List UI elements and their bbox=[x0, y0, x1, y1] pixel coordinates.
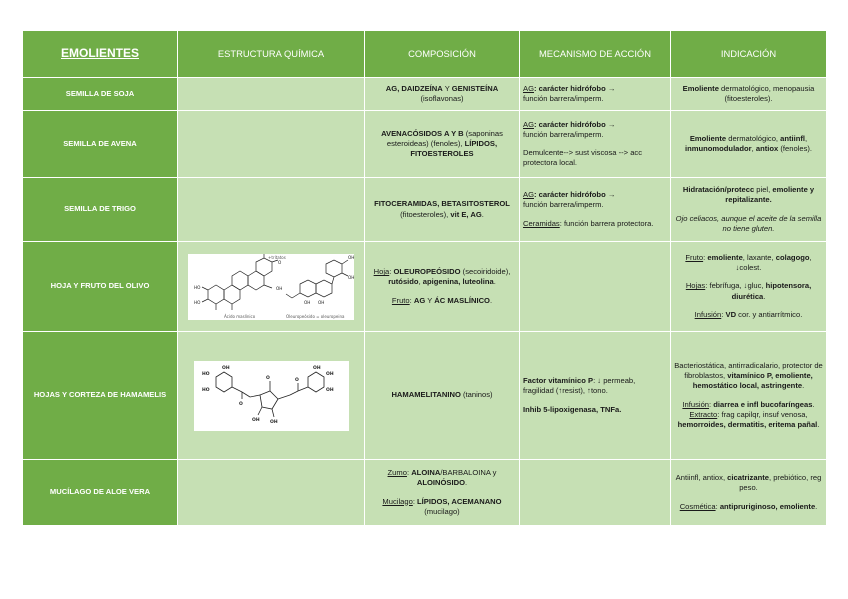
svg-text:O: O bbox=[265, 375, 270, 381]
svg-text:OH: OH bbox=[325, 371, 334, 377]
table-row bbox=[23, 111, 827, 178]
svg-text:O: O bbox=[278, 259, 282, 265]
composicion-cell: Hoja: OLEUROPEÓSIDO (secoiridoide), rutósido, apigenina, luteolina. Fruto: AG Y ÁC MASLÍNICO. bbox=[365, 242, 520, 332]
indicacion-cell: Bacteriostática, antirradicalario, protector de fibroblastos, vitamínico P, emoliente, hemostático local, astringente. Infusión: diarrea e infl bucofaríngeas. Extracto: frag capilqr, insuf venosa, hemorroides, dermatitis, eritema pañal. bbox=[671, 332, 827, 460]
composicion-cell: AVENACÓSIDOS A Y B (saponinas esteroideas) (fenoles), LÍPIDOS, FITOESTEROLES bbox=[365, 111, 520, 178]
row-name-avena: SEMILLA DE AVENA bbox=[23, 111, 178, 178]
header-emolientes: EMOLIENTES bbox=[23, 31, 178, 78]
svg-text:OH: OH bbox=[318, 299, 325, 305]
mecanismo-cell bbox=[520, 460, 671, 526]
emolientes-table bbox=[22, 30, 827, 526]
svg-text:OH: OH bbox=[348, 274, 354, 280]
indicacion-cell: Antiinfl, antiox, cicatrizante, prebiótico, reg peso. Cosmética: antipruriginoso, emoliente. bbox=[671, 460, 827, 526]
mecanismo-cell: AG: carácter hidrófobo → función barrera/imperm. bbox=[520, 78, 671, 111]
svg-text:OH: OH bbox=[269, 419, 278, 425]
table-row bbox=[23, 242, 827, 332]
olive-caption-oleuropeosido: Oleuropeósido = oleuropeina bbox=[286, 313, 345, 319]
indicacion-cell: Hidratación/protecc piel, emoliente y repitalizante. Ojo celiacos, aunque el aceite de la semilla no tiene gluten. bbox=[671, 178, 827, 242]
composicion-cell: HAMAMELITANINO (taninos) bbox=[365, 332, 520, 460]
header-row bbox=[23, 31, 827, 78]
svg-text:HO: HO bbox=[194, 284, 201, 290]
estructura-cell bbox=[178, 460, 365, 526]
indicacion-cell: Fruto: emoliente, laxante, colagogo, ↓colest. Hojas: febrífuga, ↓gluc, hipotensora, diurética. Infusión: VD cor. y antiarrítmico. bbox=[671, 242, 827, 332]
header-indicacion: INDICACIÓN bbox=[671, 31, 827, 78]
row-name-trigo: SEMILLA DE TRIGO bbox=[23, 178, 178, 242]
row-name-aloe: MUCÍLAGO DE ALOE VERA bbox=[23, 460, 178, 526]
row-name-hamamelis: HOJAS Y CORTEZA DE HAMAMELIS bbox=[23, 332, 178, 460]
svg-text:OH: OH bbox=[312, 365, 321, 371]
svg-text:HO: HO bbox=[194, 299, 201, 305]
svg-text:OH: OH bbox=[304, 299, 311, 305]
row-name-soja: SEMILLA DE SOJA bbox=[23, 78, 178, 111]
mecanismo-cell bbox=[520, 242, 671, 332]
mecanismo-cell: AG: carácter hidrófobo → función barrera/imperm. Demulcente--> sust viscosa --> acc protectora local. bbox=[520, 111, 671, 178]
svg-text:OH: OH bbox=[221, 365, 230, 371]
olive-structure-image bbox=[188, 254, 354, 320]
composicion-cell: Zumo: ALOINA/BARBALOINA y ALOINÓSIDO. Mucilago: LÍPIDOS, ACEMANANO (mucilago) bbox=[365, 460, 520, 526]
svg-text:HO: HO bbox=[201, 387, 210, 393]
table-row bbox=[23, 178, 827, 242]
estructura-cell bbox=[178, 111, 365, 178]
olive-caption-maslinic: Ácido maslínico bbox=[224, 313, 256, 319]
table-row bbox=[23, 460, 827, 526]
table-row bbox=[23, 332, 827, 460]
mecanismo-cell: Factor vitamínico P: ↓ permeab, fragilidad (↑resist), ↑tono. Inhib 5-lipoxigenasa, TNFa. bbox=[520, 332, 671, 460]
indicacion-cell: Emoliente dermatológico, antiinfl, inmunomodulador, antiox (fenoles). bbox=[671, 111, 827, 178]
svg-text:O: O bbox=[294, 377, 299, 383]
estructura-cell bbox=[178, 332, 365, 460]
indicacion-cell: Emoliente dermatológico, menopausia (fitoesteroles). bbox=[671, 78, 827, 111]
svg-text:O: O bbox=[238, 401, 243, 407]
svg-text:OH: OH bbox=[251, 417, 260, 423]
olive-caption-tritatos: +tritatos bbox=[268, 254, 286, 260]
hamamelis-structure-image bbox=[194, 361, 349, 431]
header-mecanismo: MECANISMO DE ACCIÓN bbox=[520, 31, 671, 78]
estructura-cell bbox=[178, 178, 365, 242]
composicion-cell: AG, DAIDZEÍNA Y GENISTEÍNA (isoflavonas) bbox=[365, 78, 520, 111]
mecanismo-cell: AG: carácter hidrófobo → función barrera/imperm. Ceramidas: función barrera protectora. bbox=[520, 178, 671, 242]
svg-text:HO: HO bbox=[201, 371, 210, 377]
svg-text:OH: OH bbox=[348, 254, 354, 260]
header-composicion: COMPOSICIÓN bbox=[365, 31, 520, 78]
estructura-cell bbox=[178, 242, 365, 332]
table-row bbox=[23, 78, 827, 111]
svg-text:OH: OH bbox=[325, 387, 334, 393]
svg-text:OH: OH bbox=[276, 285, 283, 291]
row-name-olivo: HOJA Y FRUTO DEL OLIVO bbox=[23, 242, 178, 332]
header-estructura: ESTRUCTURA QUÍMICA bbox=[178, 31, 365, 78]
composicion-cell: FITOCERAMIDAS, BETASITOSTEROL (fitoesteroles), vit E, AG. bbox=[365, 178, 520, 242]
estructura-cell bbox=[178, 78, 365, 111]
